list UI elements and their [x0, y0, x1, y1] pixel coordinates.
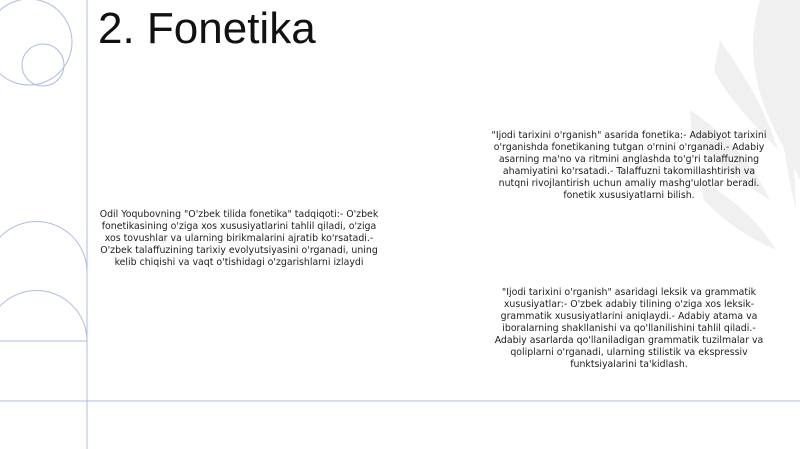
text-block-right-top: "Ijodi tarixini o'rganish" asarida fonetika:- Adabiyot tarixini o'rganishda fonetikaning tutgan o'rnini o'rganadi.- Adabiy asarning ma'no va ritmini anglashda to'g'ri talaffuzning ahamiyatini ko'rsatadi.- Talaffuzni takomillashtirish va nutqni rivojlantirish uchun amaliy mashg'ulotlar beradi. fonetik xususiyatlarni bilish. — [491, 130, 767, 201]
slide-title: 2. Fonetika — [98, 4, 316, 53]
leaf-watermark-icon — [690, 0, 800, 250]
text-block-right-bottom: "Ijodi tarixini o'rganish" asaridagi leksik va grammatik xususiyatlar:- O'zbek adabiy tilining o'ziga xos leksik-grammatik xususiyatlarini aniqlaydi.- Adabiy atama va iboralarning shakllanishi va qo'llanilishini tahlil qiladi.- Adabiy asarlarda qo'llaniladigan grammatik tuzilmalar va qoliplarni o'rganadi, ularning stilistik va ekspressiv funktsiyalarini ta'kidlash. — [494, 287, 764, 370]
text-block-left: Odil Yoqubovning "O'zbek tilida fonetika" tadqiqoti:- O'zbek fonetikasining o'ziga xos xususiyatlarini tahlil qiladi, o'ziga xos tovushlar va ularning birikmalarini ajratib ko'rsatadi.- O'zbek talaffuzining tarixiy evolyutsiyasini o'rganadi, uning kelib chiqishi va vaqt o'tishidagi o'zgarishlarni izlaydi — [99, 209, 379, 268]
